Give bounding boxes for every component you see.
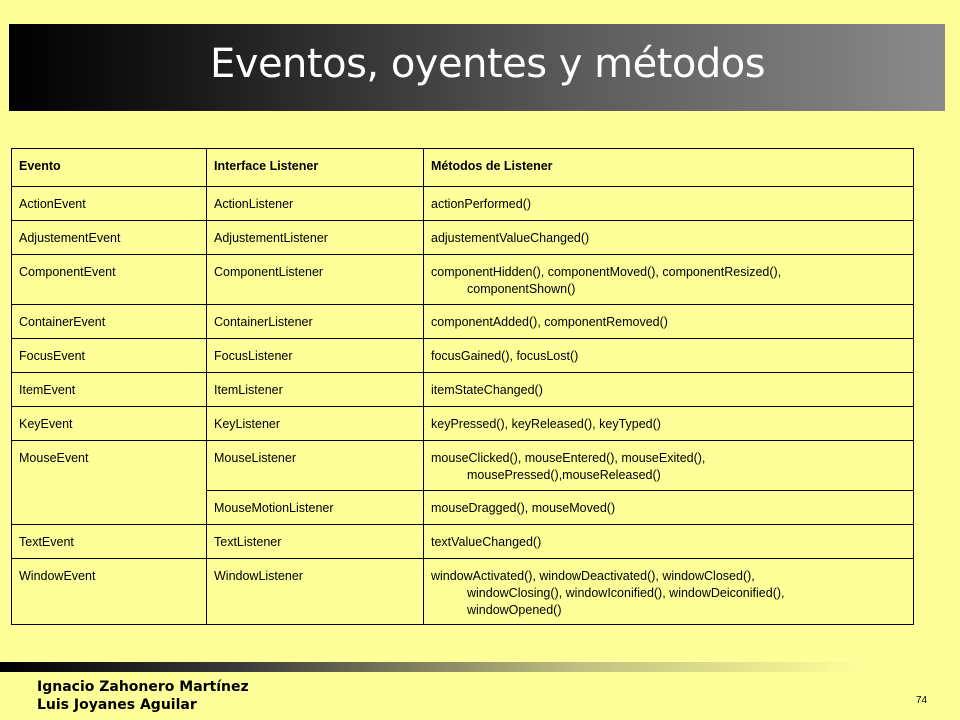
metodos-line: focusGained(), focusLost() [431, 349, 579, 363]
metodos-line: windowActivated(), windowDeactivated(), windowClosed(), [431, 569, 755, 583]
cell-metodos [424, 339, 914, 373]
metodos-line: textValueChanged() [431, 535, 542, 549]
events-table-container [11, 148, 913, 625]
cell-metodos [424, 407, 914, 441]
cell-metodos [424, 559, 914, 625]
cell-listener: ContainerListener [207, 305, 424, 339]
table-row [12, 407, 914, 441]
table-row [12, 525, 914, 559]
cell-evento: KeyEvent [12, 407, 207, 441]
metodos-line: componentShown() [467, 282, 576, 296]
metodos-line: actionPerformed() [431, 197, 532, 211]
cell-listener: ActionListener [207, 187, 424, 221]
cell-listener: WindowListener [207, 559, 424, 625]
cell-metodos [424, 441, 914, 491]
table-row [12, 187, 914, 221]
cell-evento: ItemEvent [12, 373, 207, 407]
cell-metodos [424, 525, 914, 559]
table-row [12, 373, 914, 407]
header-metodos: Métodos de Listener [424, 149, 914, 187]
cell-listener: AdjustementListener [207, 221, 424, 255]
table-row [12, 559, 914, 625]
author-name: Ignacio Zahonero Martínez [37, 679, 249, 695]
cell-evento: MouseEvent [12, 441, 207, 525]
table-header-row [12, 149, 914, 187]
cell-metodos [424, 221, 914, 255]
metodos-line: windowClosing(), windowIconified(), windowDeiconified(), [467, 586, 785, 600]
cell-listener: FocusListener [207, 339, 424, 373]
metodos-line: mousePressed(),mouseReleased() [467, 468, 661, 482]
cell-evento: ComponentEvent [12, 255, 207, 305]
cell-metodos [424, 373, 914, 407]
cell-evento: FocusEvent [12, 339, 207, 373]
cell-evento: WindowEvent [12, 559, 207, 625]
cell-listener: MouseListener [207, 441, 424, 491]
metodos-line: adjustementValueChanged() [431, 231, 590, 245]
metodos-line: windowOpened() [467, 603, 562, 617]
metodos-line: mouseClicked(), mouseEntered(), mouseExited(), [431, 451, 706, 465]
metodos-line: keyPressed(), keyReleased(), keyTyped() [431, 417, 661, 431]
metodos-line: componentAdded(), componentRemoved() [431, 315, 668, 329]
cell-evento: AdjustementEvent [12, 221, 207, 255]
metodos-line: componentHidden(), componentMoved(), componentResized(), [431, 265, 782, 279]
header-interface-listener: Interface Listener [207, 149, 424, 187]
table-row [12, 339, 914, 373]
footer-divider [0, 662, 960, 672]
slide-title: Eventos, oyentes y métodos [210, 41, 766, 87]
cell-evento: ActionEvent [12, 187, 207, 221]
events-table [11, 148, 914, 625]
metodos-line: mouseDragged(), mouseMoved() [431, 501, 616, 515]
cell-listener: KeyListener [207, 407, 424, 441]
cell-evento: TextEvent [12, 525, 207, 559]
page-number: 74 [916, 695, 928, 706]
table-row [12, 255, 914, 305]
metodos-line: itemStateChanged() [431, 383, 543, 397]
table-row [12, 221, 914, 255]
author-name: Luis Joyanes Aguilar [37, 697, 197, 713]
cell-metodos [424, 305, 914, 339]
cell-metodos [424, 255, 914, 305]
cell-listener: ItemListener [207, 373, 424, 407]
table-row [12, 441, 914, 491]
cell-listener: ComponentListener [207, 255, 424, 305]
cell-metodos [424, 187, 914, 221]
cell-listener: MouseMotionListener [207, 491, 424, 525]
header-evento: Evento [12, 149, 207, 187]
table-row [12, 305, 914, 339]
cell-listener: TextListener [207, 525, 424, 559]
cell-metodos [424, 491, 914, 525]
cell-evento: ContainerEvent [12, 305, 207, 339]
